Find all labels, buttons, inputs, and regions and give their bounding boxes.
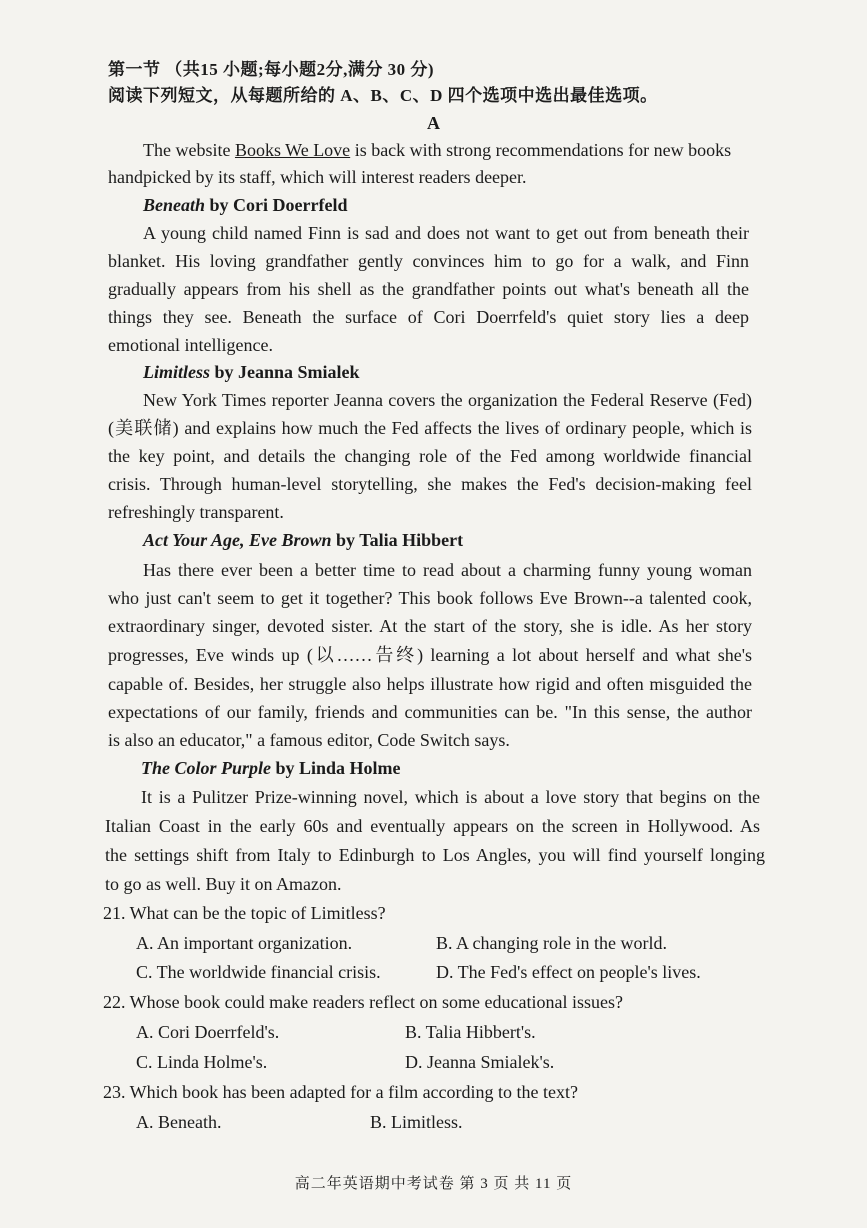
body-line: Italian Coast in the early 60s and eventually appears on the screen in Hollywood. As	[105, 816, 760, 836]
book-title: Limitless	[143, 362, 210, 382]
question-option: B. A changing role in the world.	[436, 933, 667, 953]
body-line: the settings shift from Italy to Edinburgh to Los Angles, you will find yourself longing	[105, 845, 765, 865]
book-author: by Cori Doerrfeld	[205, 195, 348, 215]
body-line: extraordinary singer, devoted sister. At the start of the story, she is idle. As her story	[108, 616, 752, 636]
question-stem: 23. Which book has been adapted for a film according to the text?	[103, 1082, 579, 1102]
body-line: blanket. His loving grandfather gently convinces him to go for a walk, and Finn	[108, 251, 749, 271]
section-title: 第一节 （共15 小题;每小题2分,满分 30 分)	[108, 60, 435, 79]
body-line: the key point, and details the changing role of the Fed among worldwide financial	[108, 446, 752, 466]
body-line: (美联储) and explains how much the Fed affects the lives of ordinary people, which is	[108, 418, 752, 438]
body-line: things they see. Beneath the surface of Cori Doerrfeld's quiet story lies a deep	[108, 307, 749, 327]
book-title: Act Your Age, Eve Brown	[143, 530, 332, 550]
book-heading	[143, 193, 347, 217]
body-line: is also an educator," a famous editor, Code Switch says.	[108, 730, 510, 750]
body-line: It is a Pulitzer Prize-winning novel, which is about a love story that begins on the	[141, 787, 760, 807]
question-option: D. Jeanna Smialek's.	[405, 1052, 555, 1072]
intro-line-2: handpicked by its staff, which will interest readers deeper.	[108, 167, 527, 187]
book-author: by Jeanna Smialek	[210, 362, 360, 382]
section-instruction: 阅读下列短文，从每题所给的 A、B、C、D 四个选项中选出最佳选项。	[108, 86, 658, 105]
question-option: C. The worldwide financial crisis.	[136, 962, 381, 982]
book-title: Beneath	[143, 195, 206, 215]
intro-pre: The website	[143, 140, 235, 160]
question-option: C. Linda Holme's.	[136, 1052, 268, 1072]
body-line: to go as well. Buy it on Amazon.	[105, 874, 342, 894]
question-option: A. Beneath.	[136, 1112, 222, 1132]
body-line: New York Times reporter Jeanna covers the organization the Federal Reserve (Fed)	[143, 390, 752, 410]
site-name: Books We Love	[234, 140, 351, 160]
question-option: B. Limitless.	[370, 1112, 463, 1132]
body-line: expectations of our family, friends and communities can be. "In this sense, the author	[108, 702, 752, 722]
page-footer: 高二年英语期中考试卷 第 3 页 共 11 页	[294, 1176, 573, 1192]
book-heading	[143, 360, 360, 384]
passage-letter: A	[427, 113, 440, 133]
question-option: B. Talia Hibbert's.	[405, 1022, 536, 1042]
book-heading	[143, 528, 463, 552]
body-line: capable of. Besides, her struggle also helps illustrate how rigid and often misguided the	[108, 674, 752, 694]
intro-post: is back with strong recommendations for new books	[350, 140, 732, 160]
body-line: refreshingly transparent.	[108, 502, 284, 522]
book-author: by Linda Holme	[271, 758, 401, 778]
body-line: progresses, Eve winds up (以……告终) learning a lot about herself and what she's	[108, 645, 752, 665]
body-line: emotional intelligence.	[108, 335, 273, 355]
body-line: Has there ever been a better time to read about a charming funny young woman	[143, 560, 752, 580]
body-line: who just can't seem to get it together? This book follows Eve Brown--a talented cook,	[108, 588, 752, 608]
question-stem: 21. What can be the topic of Limitless?	[103, 903, 386, 923]
question-option: A. An important organization.	[136, 933, 353, 953]
question-stem: 22. Whose book could make readers reflect on some educational issues?	[103, 992, 623, 1012]
book-heading	[141, 756, 401, 780]
question-option: A. Cori Doerrfeld's.	[136, 1022, 280, 1042]
intro-line-1	[143, 138, 731, 162]
body-line: crisis. Through human-level storytelling, she makes the Fed's decision-making feel	[108, 474, 752, 494]
body-line: gradually appears from his shell as the grandfather points out what's beneath all the	[108, 279, 749, 299]
book-author: by Talia Hibbert	[331, 530, 464, 550]
question-option: D. The Fed's effect on people's lives.	[436, 962, 701, 982]
book-title: The Color Purple	[141, 758, 272, 778]
body-line: A young child named Finn is sad and does not want to get out from beneath their	[143, 223, 749, 243]
